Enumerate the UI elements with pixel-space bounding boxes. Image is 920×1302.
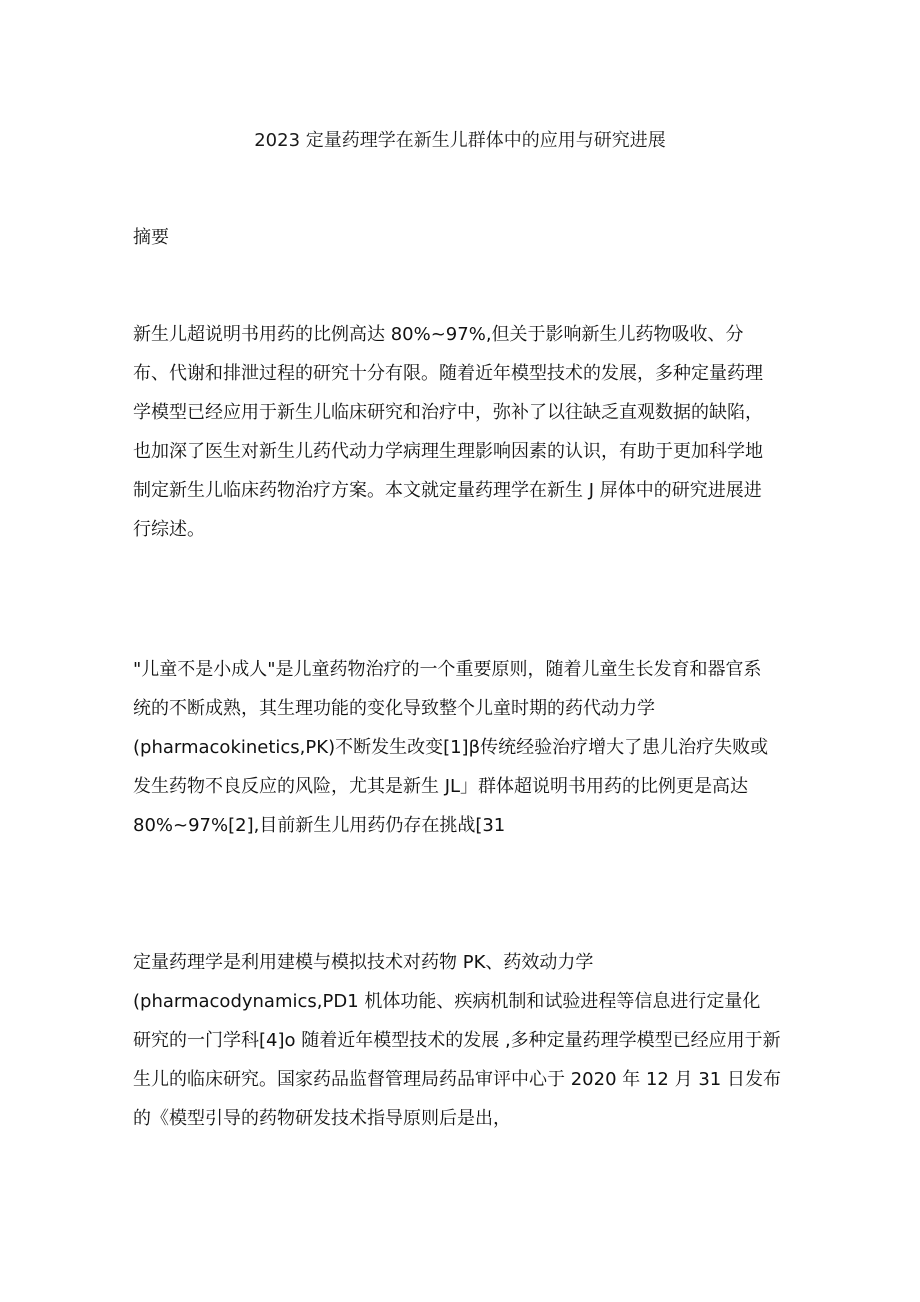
paragraph-line: 新生儿超说明书用药的比例高达 80%~97%,但关于影响新生儿药物吸收、分: [133, 324, 744, 345]
abstract-heading: 摘要: [133, 227, 169, 248]
paragraph-line: 制定新生儿临床药物治疗方案。本文就定量药理学在新生 J 屏体中的研究进展进: [133, 480, 762, 501]
paragraph-children-principle: [133, 650, 813, 845]
paragraph-line: 80%~97%[2],目前新生儿用药仍存在挑战[31: [133, 815, 506, 836]
paragraph-line: "儿童不是小成人"是儿童药物治疗的一个重要原则，随着儿童生长发育和器官系: [133, 659, 762, 680]
paragraph-line: 的《模型引导的药物研发技术指导原则后是出，: [133, 1108, 511, 1129]
paragraph-line: 定量药理学是利用建模与模拟技术对药物 PK、药效动力学: [133, 952, 594, 973]
paragraph-abstract: [133, 315, 813, 549]
paragraph-line: 也加深了医生对新生儿药代动力学病理生理影响因素的认识，有助于更加科学地: [133, 441, 763, 462]
paragraph-line: 生儿的临床研究。国家药品监督管理局药品审评中心于 2020 年 12 月 31 日发布: [133, 1069, 781, 1090]
paragraph-line: 发生药物不良反应的风险，尤其是新生 JL」群体超说明书用药的比例更是高达: [133, 776, 749, 797]
document-title: 2023 定量药理学在新生儿群体中的应用与研究进展: [254, 130, 666, 151]
paragraph-line: 行综述。: [133, 519, 205, 540]
paragraph-line: 学模型已经应用于新生儿临床研究和治疗中，弥补了以往缺乏直观数据的缺陷，: [133, 402, 763, 423]
paragraph-line: 统的不断成熟，其生理功能的变化导致整个儿童时期的药代动力学: [133, 698, 655, 719]
paragraph-line: (pharmacokinetics,PK)不断发生改变[1]β传统经验治疗增大了患儿治疗失败或: [133, 737, 769, 758]
paragraph-line: (pharmacodynamics,PD1 机体功能、疾病机制和试验进程等信息进行定量化: [133, 991, 761, 1012]
paragraph-line: 研究的一门学科[4]o 随着近年模型技术的发展 ,多种定量药理学模型已经应用于新: [133, 1030, 781, 1051]
paragraph-line: 布、代谢和排泄过程的研究十分有限。随着近年模型技术的发展，多种定量药理: [133, 363, 763, 384]
paragraph-quantitative-pharmacology: [133, 943, 813, 1138]
